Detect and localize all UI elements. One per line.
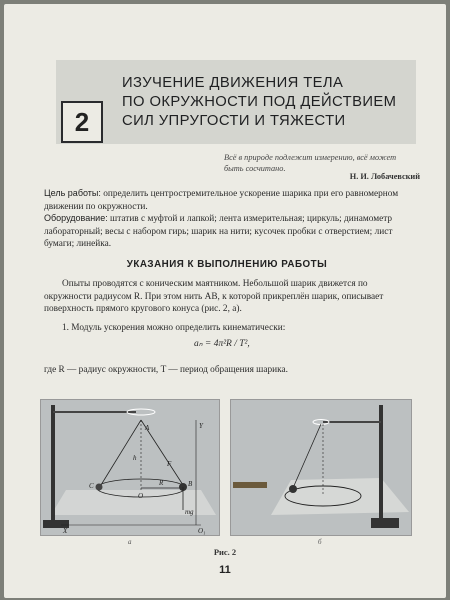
figure-b-photo: [230, 399, 412, 536]
thread-left: [101, 420, 141, 485]
ball-c: [96, 484, 103, 491]
page-number: 11: [219, 564, 231, 576]
subfigure-b-label: б: [318, 538, 322, 546]
title-line-3: СИЛ УПРУГОСТИ И ТЯЖЕСТИ: [122, 113, 346, 129]
textbook-page: [4, 4, 446, 598]
equipment-text: штатив с муфтой и лапкой; лента измерительная; циркуль; динамометр лабораторный; весы с набором гирь; шарик на нити; кусочек пробки с отверстием; лист бумаги; линейка.: [44, 214, 393, 249]
stand-base-b: [371, 518, 399, 528]
subfigure-a-label: а: [128, 538, 132, 546]
label-o1: O₁: [198, 527, 206, 535]
epigraph-line-1: Всё в природе подлежит измерению, всё может: [224, 153, 397, 162]
where-paragraph: где R — радиус окружности, T — период обращения шарика.: [44, 365, 288, 375]
epigraph-author: Н. И. Лобачевский: [349, 172, 420, 181]
label-h: h: [133, 454, 137, 462]
step-1-paragraph: 1. Модуль ускорения можно определить кинематически:: [62, 323, 286, 333]
label-x: X: [63, 527, 68, 535]
acceleration-formula: aₙ = 4π²R / T²,: [194, 339, 250, 349]
label-c: C: [89, 482, 94, 490]
figure-caption: Рис. 2: [213, 547, 237, 557]
goal-paragraph: [44, 187, 410, 213]
thread-b: [293, 424, 321, 488]
lab-title: [122, 74, 422, 131]
equipment-label: Оборудование:: [44, 213, 108, 223]
label-o: O: [138, 492, 144, 500]
section-title: УКАЗАНИЯ К ВЫПОЛНЕНИЮ РАБОТЫ: [126, 259, 328, 270]
title-line-2: ПО ОКРУЖНОСТИ ПОД ДЕЙСТВИЕМ: [122, 94, 397, 110]
goal-text: определить центростремительное ускорение шарика при его равномерном движении по окружности.: [44, 189, 399, 212]
goal-label: Цель работы:: [44, 188, 101, 198]
ball-b-photo: [289, 485, 297, 493]
epigraph-quote: [224, 152, 420, 174]
intro-paragraph: Опыты проводятся с коническим маятником. Небольшой шарик движется по окружности радиусом R. При этом нить AB, к которой прикреплён шарик, описывает поверхность прямого кругового конуса (рис. 2, а).: [44, 279, 384, 314]
epigraph-line-2: быть сосчитано.: [224, 164, 286, 173]
label-mg: mg: [185, 508, 194, 516]
equipment-paragraph: [44, 212, 410, 251]
figure-a-photo: [40, 399, 220, 536]
setup-photo-b: [231, 400, 411, 535]
title-line-1: ИЗУЧЕНИЕ ДВИЖЕНИЯ ТЕЛА: [122, 75, 344, 91]
label-r: R: [159, 479, 164, 487]
lab-number-box: 2: [61, 101, 103, 143]
stand-rod: [51, 405, 55, 525]
conical-pendulum-diagram: [41, 400, 219, 535]
paper-sheet-b: [271, 478, 409, 515]
ruler: [233, 482, 267, 488]
label-b: B: [188, 480, 193, 488]
label-y: Y: [199, 422, 203, 430]
label-a: A: [145, 424, 150, 432]
label-f: F: [167, 460, 172, 468]
